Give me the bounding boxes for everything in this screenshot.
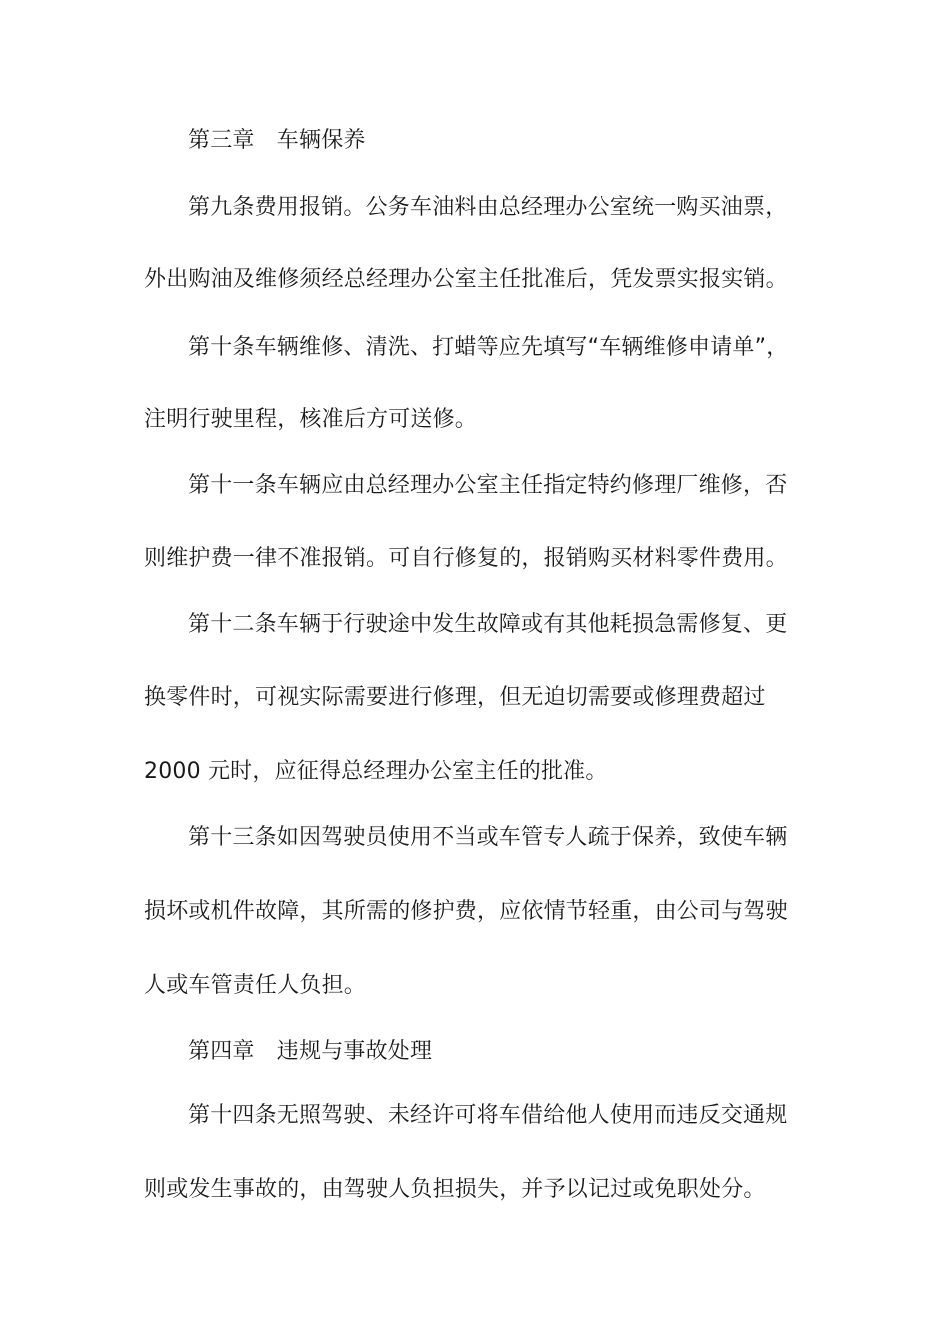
article-12-line-1: 第十二条车辆于行驶途中发生故障或有其他耗损急需修复、更	[188, 612, 788, 637]
article-13-line-1: 第十三条如因驾驶员使用不当或车管专人疏于保养，致使车辆	[188, 825, 788, 850]
article-12-line-2: 换零件时，可视实际需要进行修理，但无迫切需要或修理费超过	[144, 685, 766, 710]
article-11-line-2: 则维护费一律不准报销。可自行修复的，报销购买材料零件费用。	[144, 546, 788, 571]
article-9-line-1: 第九条费用报销。公务车油料由总经理办公室统一购买油票，	[188, 195, 788, 220]
article-10-line-2: 注明行驶里程，核准后方可送修。	[144, 407, 478, 432]
article-14-line-1: 第十四条无照驾驶、未经许可将车借给他人使用而违反交通规	[188, 1103, 788, 1128]
article-9-line-2: 外出购油及维修须经总经理办公室主任批准后，凭发票实报实销。	[144, 267, 788, 292]
chapter-heading-3: 第三章 车辆保养	[188, 128, 366, 153]
article-13-line-3: 人或车管责任人负担。	[144, 973, 367, 998]
article-14-line-2: 则或发生事故的，由驾驶人负担损失，并予以记过或免职处分。	[144, 1177, 766, 1202]
chapter-heading-4: 第四章 违规与事故处理	[188, 1039, 433, 1064]
article-11-line-1: 第十一条车辆应由总经理办公室主任指定特约修理厂维修，否	[188, 473, 788, 498]
article-10-line-1: 第十条车辆维修、清洗、打蜡等应先填写“车辆维修申请单”，	[188, 335, 789, 360]
article-13-line-2: 损坏或机件故障，其所需的修护费，应依情节轻重，由公司与驾驶	[144, 899, 788, 924]
article-12-line-3: 2000 元时，应征得总经理办公室主任的批准。	[144, 759, 608, 784]
